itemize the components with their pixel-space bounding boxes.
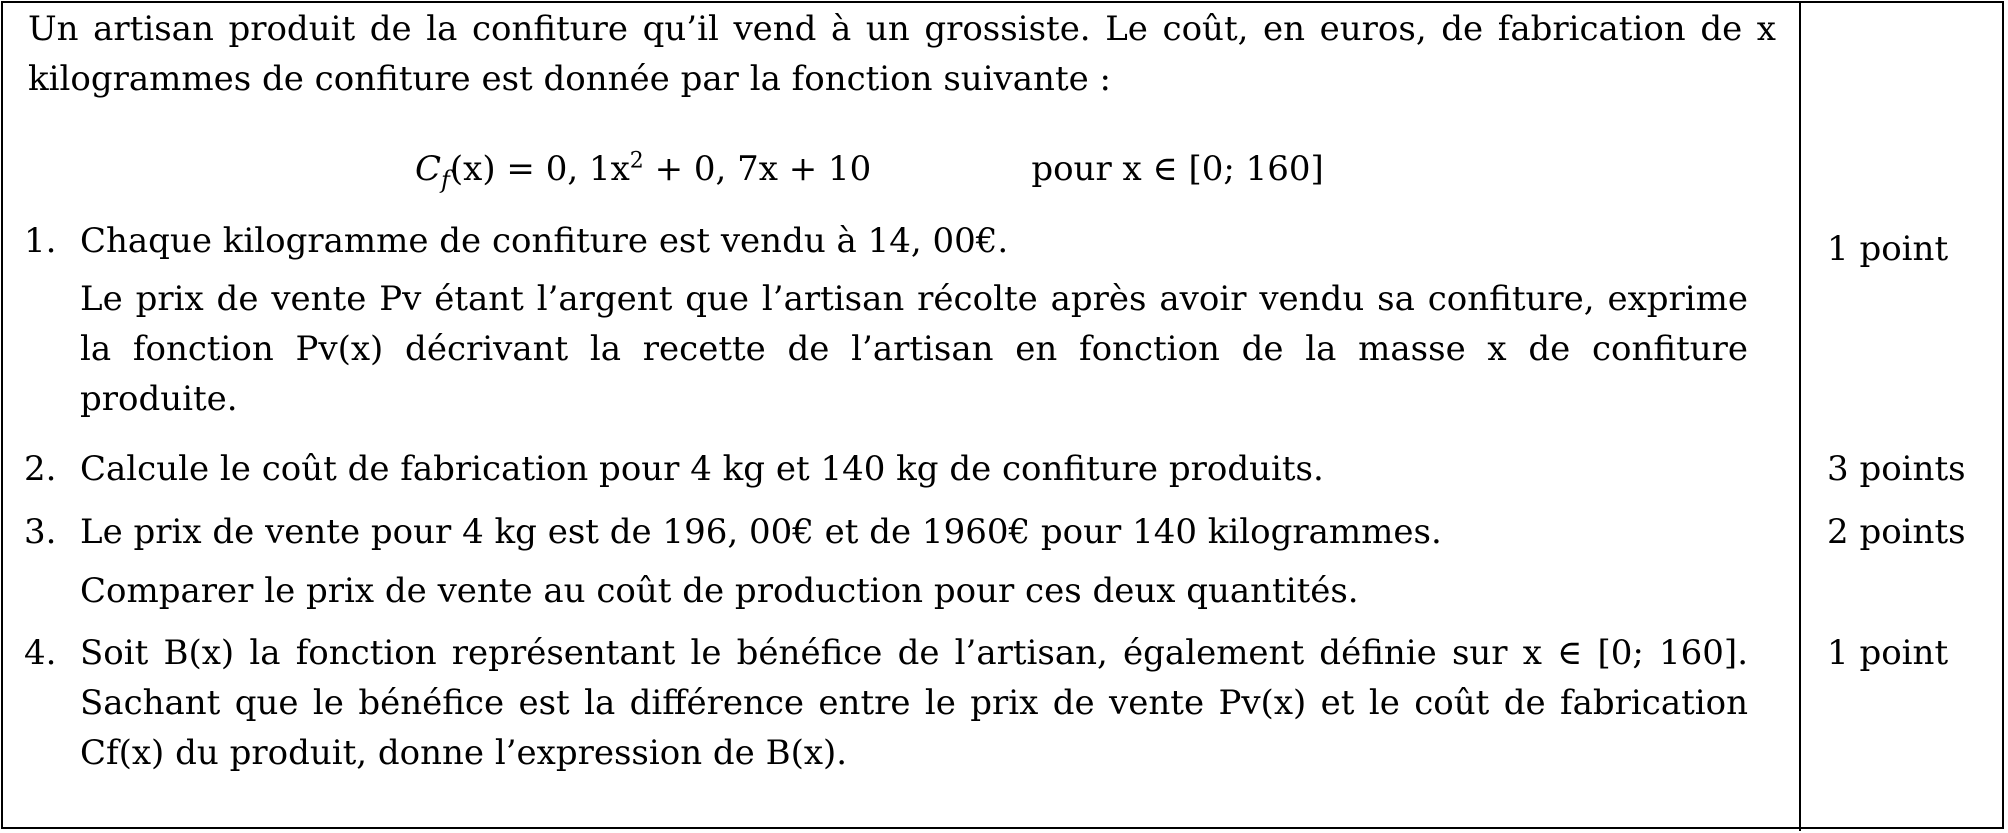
question-1-line-2: Le prix de vente Pv étant l’argent que l’artisan récolte après avoir vendu sa confiture, exprime la fonction Pv(x) décrivant la recette de l’artisan en fonction de la masse x de confiture produite. xyxy=(80,279,1748,419)
question-1-line-1: Chaque kilogramme de confiture est vendu à 14, 00€. xyxy=(80,221,1009,261)
exercise-intro: Un artisan produit de la confiture qu’il vend à un grossiste. Le coût, en euros, de fabrication de x kilogrammes de confiture est donnée par la fonction suivante : xyxy=(28,9,1776,99)
question-3-line-1: Le prix de vente pour 4 kg est de 196, 00€ et de 1960€ pour 140 kilogrammes. xyxy=(80,512,1442,552)
formula-subscript: f xyxy=(441,165,450,194)
question-3-number: 3. xyxy=(24,512,57,552)
question-1-number: 1. xyxy=(24,221,57,261)
question-2-line-1: Calcule le coût de fabrication pour 4 kg et 140 kg de confiture produits. xyxy=(80,449,1324,489)
question-4-line-1: Soit B(x) la fonction représentant le bénéfice de l’artisan, également définie sur x ∈ [0; 160]. Sachant que le bénéfice est la différence entre le prix de vente Pv(x) et le coût de fabrication Cf(x) du produit, donne l’expression de B(x). xyxy=(80,633,1748,773)
question-1 xyxy=(24,216,1748,424)
question-4 xyxy=(24,628,1748,778)
formula-rest: + 0, 7x + 10 xyxy=(643,149,872,189)
cost-formula xyxy=(415,144,1324,194)
exercise-content xyxy=(28,4,1776,104)
question-2 xyxy=(24,444,1748,494)
formula-domain: pour x ∈ [0; 160] xyxy=(1031,149,1324,189)
question-4-number: 4. xyxy=(24,633,57,673)
question-3-line-2: Comparer le prix de vente au coût de production pour ces deux quantités. xyxy=(80,571,1359,611)
question-2-number: 2. xyxy=(24,449,57,489)
formula-lhs: C xyxy=(415,149,442,189)
question-1-points: 1 point xyxy=(1827,229,1949,269)
question-2-points: 3 points xyxy=(1827,449,1966,489)
question-4-points: 1 point xyxy=(1827,633,1949,673)
formula-argument: (x) = 0, 1x xyxy=(449,149,630,189)
question-3-points: 2 points xyxy=(1827,512,1966,552)
points-column-divider xyxy=(1799,1,1801,831)
question-3 xyxy=(24,507,1748,616)
formula-exponent: 2 xyxy=(629,148,644,174)
